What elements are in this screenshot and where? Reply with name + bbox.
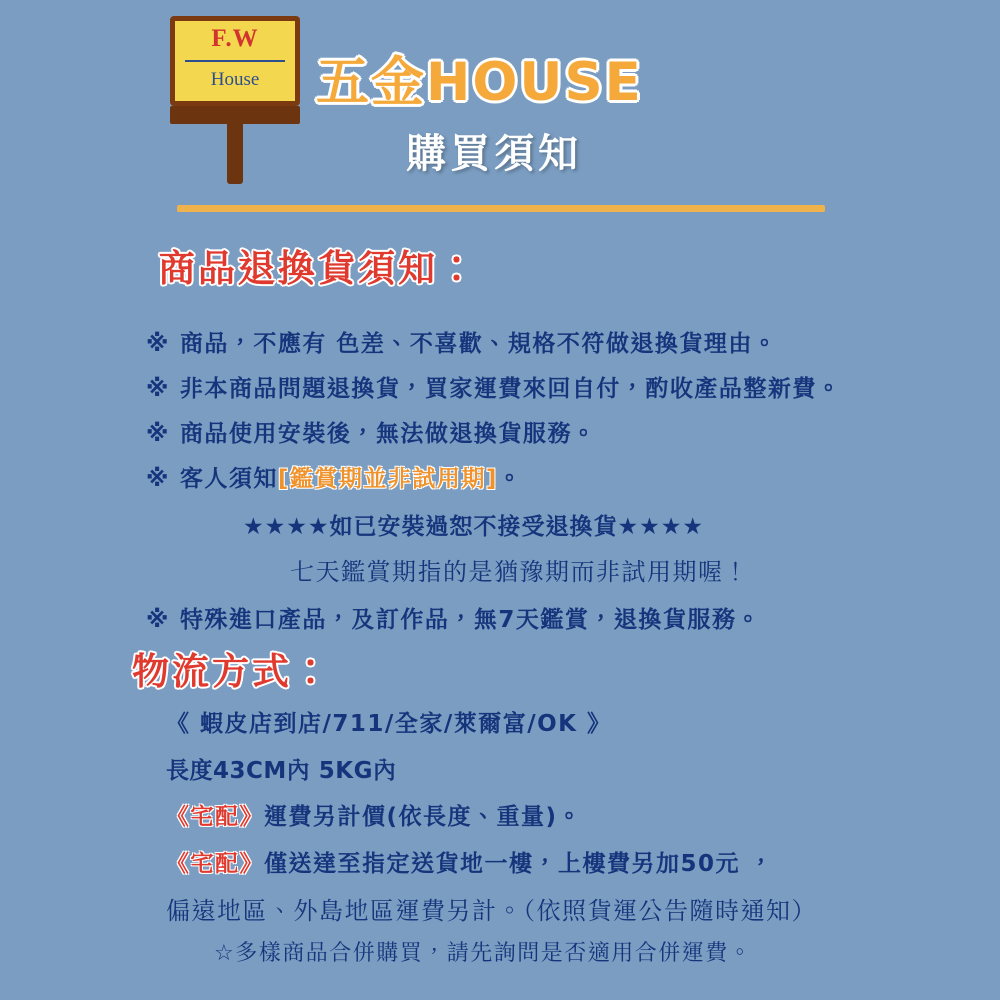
shipping-line-3-text: 運費另計價(依長度、重量)。 (264, 804, 583, 830)
returns-item-3 (146, 415, 596, 448)
returns-item-1-text: 商品，不應有 色差、不喜歡、規格不符做退換貨理由。 (179, 331, 778, 357)
shipping-line-4-text: 僅送達至指定送貨地一樓，上樓費另加50元 ， (264, 851, 775, 877)
header (0, 0, 1000, 200)
bullet-mark-icon: ※ (146, 607, 170, 633)
shipping-line-3 (166, 798, 582, 831)
shipping-line-5: 偏遠地區、外島地區運費另計。（依照貨運公告隨時通知） (166, 897, 817, 925)
shipping-line-6: ☆多樣商品合併購買，請先詢問是否適用合併運費。 (214, 941, 753, 966)
shipping-line-4 (166, 845, 774, 878)
returns-item-4-suffix: 。 (497, 466, 523, 492)
sign-post (227, 122, 243, 184)
home-delivery-tag: 《宅配》 (166, 851, 264, 877)
returns-section-title: 商品退換貨須知： (158, 247, 478, 290)
shipping-line-1: 《 蝦皮店到店/711/全家/萊爾富/OK 》 (166, 711, 612, 737)
home-delivery-tag: 《宅配》 (166, 804, 264, 830)
returns-item-2 (146, 370, 841, 403)
sign-board (170, 16, 300, 106)
bullet-mark-icon: ※ (146, 421, 170, 447)
brand-title: 五金HOUSE (316, 52, 643, 113)
returns-note-stars: ★★★★如已安裝過恕不接受退換貨★★★★ (243, 514, 704, 540)
returns-item-3-text: 商品使用安裝後，無法做退換貨服務。 (179, 421, 597, 447)
page-subtitle: 購買須知 (406, 131, 582, 177)
returns-item-4-highlight: [鑑賞期並非試用期] (277, 466, 498, 492)
header-divider (177, 205, 825, 212)
sign-divider (185, 60, 285, 62)
returns-item-5 (146, 601, 761, 634)
sign-fw-text: F.W (211, 25, 259, 52)
sign-house-text: House (210, 69, 260, 90)
returns-item-2-text: 非本商品問題退換貨，買家運費來回自付，酌收產品整新費。 (179, 376, 842, 402)
shop-sign-logo (170, 16, 300, 186)
shipping-line-2: 長度43CM內 5KG內 (166, 758, 397, 784)
returns-item-1 (146, 325, 777, 358)
bullet-mark-icon: ※ (146, 331, 170, 357)
bullet-mark-icon: ※ (146, 466, 170, 492)
returns-item-5-text: 特殊進口產品，及訂作品，無7天鑑賞，退換貨服務。 (179, 607, 761, 633)
shipping-section-title: 物流方式： (132, 650, 332, 693)
returns-note-line: 七天鑑賞期指的是猶豫期而非試用期喔！ (290, 558, 749, 586)
returns-item-4-text: 客人須知 (179, 466, 278, 492)
bullet-mark-icon: ※ (146, 376, 170, 402)
returns-item-4 (146, 460, 522, 493)
